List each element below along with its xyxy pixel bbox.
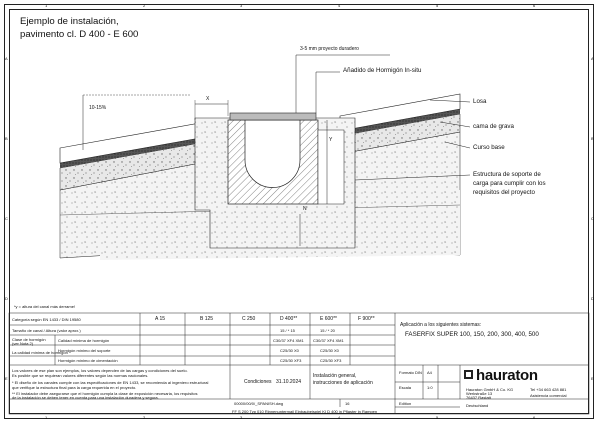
grid-row-label: E <box>591 376 594 381</box>
label-losa: Losa <box>473 98 487 105</box>
row4-label: La calidad mínima de hormigón <box>12 350 68 355</box>
grid-col-label: 5 <box>436 3 439 8</box>
label-slope: 10-15% <box>89 105 107 111</box>
format-label: Formato DIN <box>399 370 422 375</box>
bottom-caption: FF S 200 Typ 010 Rinnenuntermail Einbaubeispiel KI D 400 in Pflaster in Rampen <box>232 409 378 414</box>
row4-sub: Hormigón mínimo del soporte <box>58 348 111 353</box>
note-3: * El diseño de los canales cumple con las especificaciones de EN 1433, se recomienda al ingeniero estructural <box>12 380 209 385</box>
grid-col-label: 4 <box>338 3 341 8</box>
applicable-value: FASERFIX SUPER 100, 150, 200, 300, 400, 500 <box>405 331 539 338</box>
grid-col-label: 2 <box>143 415 146 420</box>
class-e600: E 600** <box>320 316 337 322</box>
company-logo-text: hauraton <box>476 367 538 384</box>
applicable-label: Aplicación a los siguientes sistemas: <box>400 322 482 328</box>
install-text-1: Instalación general, <box>313 373 357 379</box>
grid-col-label: 5 <box>436 415 439 420</box>
row3-label-a: Clase de hormigón <box>12 337 46 342</box>
grid-col-label: 4 <box>338 415 341 420</box>
note-1: Los valores de ese plan son ejemplos, los valores dependen de las cargas y condiciones del suelo. <box>12 368 188 373</box>
grid-col-label: 6 <box>533 3 536 8</box>
company-web: Asistencia comercial <box>530 393 567 398</box>
label-grava: cama de grava <box>473 123 514 130</box>
class-f900: F 900** <box>358 316 375 322</box>
company-phone: Tel +34 663 428 881 <box>530 387 567 392</box>
row3-sub: Calidad mínima de hormigón <box>58 338 110 343</box>
file-code: 00000/00/0/_SPANISH.dwg <box>234 401 284 406</box>
class-b125: B 125 <box>200 316 214 322</box>
grid-row-label: B <box>5 136 8 141</box>
label-estructura-1: Estructura de soporte de <box>473 171 541 178</box>
company-address-1: Hauraton GmbH & Co. KG <box>466 387 514 392</box>
row4-d: C25/30 X0 <box>280 348 299 353</box>
label-hormigon: Añadido de Hormigón In-situ <box>343 67 422 74</box>
grid-col-label: 2 <box>143 3 146 8</box>
class-d400: D 400** <box>280 316 298 322</box>
row5-d: C25/30 XF3 <box>280 358 302 363</box>
row3-label-b: (ver Nota 2) <box>12 341 34 346</box>
label-estructura-2: carga para cumplir con los <box>473 180 546 187</box>
row2-label: Tamaño de canal / Altura (valor aprox.) <box>12 328 81 333</box>
row4-e: C25/30 X0 <box>320 348 339 353</box>
row2-e: 15 / * 20 <box>320 328 335 333</box>
conditions-date: 31.10.2024 <box>276 379 302 385</box>
grid-col-label: 1 <box>45 3 48 8</box>
footnote: *y = altura del canal más derrame! <box>14 304 76 309</box>
company-address-4: Deutschland <box>466 403 489 408</box>
note-4: que verifique la estructura final para la carga requerida en el proyecto. <box>12 385 137 390</box>
table-category-label: Categoría según EN 1433 / DIN 19580 <box>12 317 81 322</box>
row3-e: C30/37 XF4 XM1 <box>313 338 344 343</box>
logo-mark-inner <box>466 372 471 377</box>
label-estructura-3: requisitos del proyecto <box>473 189 535 196</box>
edition-label: Edition <box>399 401 412 406</box>
dim-n: N <box>303 206 307 212</box>
grid-row-label: C <box>591 216 594 221</box>
grid-row-label: B <box>591 136 594 141</box>
dim-x: X <box>206 96 210 102</box>
label-proyecto: 3-5 mm proyecto duradero <box>300 46 359 52</box>
grid-col-label: 3 <box>240 415 243 420</box>
page-title-line2: pavimento cl. D 400 - E 600 <box>20 29 139 40</box>
label-curso-base: Curso base <box>473 144 505 151</box>
class-a15: A 15 <box>155 316 166 322</box>
sheet-no: 16 <box>345 401 350 406</box>
escala-value: 1:0 <box>427 385 433 390</box>
grid-col-label: 6 <box>533 415 536 420</box>
install-text-2: instrucciones de aplicación <box>313 380 373 386</box>
grid-col-label: 3 <box>240 3 243 8</box>
row5-sub: Hormigón mínimo de cimentación <box>58 358 118 363</box>
note-6: de la instalación se deben tener en cuenta para una instalación duradera y segura. <box>12 395 159 400</box>
grid-row-label: D <box>5 296 8 301</box>
row5-e: C25/30 XF3 <box>320 358 342 363</box>
row2-d: 15 / * 15 <box>280 328 295 333</box>
row3-d: C30/37 XF4 XM1 <box>273 338 304 343</box>
page-title-line1: Ejemplo de instalación, <box>20 16 119 27</box>
note-2: Es posible que se requieran valores diferentes según las normas nacionales. <box>12 373 149 378</box>
escala-label: Escala <box>399 385 412 390</box>
company-address-3: 76437 Rastatt <box>466 395 491 400</box>
company-address-2: Werkstraße 13 <box>466 391 493 396</box>
dim-y: Y <box>329 137 333 143</box>
class-c250: C 250 <box>242 316 256 322</box>
grid-row-label: A <box>591 56 594 61</box>
grid-row-label: D <box>591 296 594 301</box>
grid-row-label: C <box>5 216 8 221</box>
note-5: ** El instalador debe asegurarse que el hormigón cumpla la clase de exposición necesaria, los requisitos <box>12 391 198 396</box>
grid-col-label: 1 <box>45 415 48 420</box>
grid-row-label: E <box>5 376 8 381</box>
conditions-label: Condiciones <box>244 379 272 385</box>
format-value: A4 <box>427 370 432 375</box>
grid-row-label: A <box>5 56 8 61</box>
